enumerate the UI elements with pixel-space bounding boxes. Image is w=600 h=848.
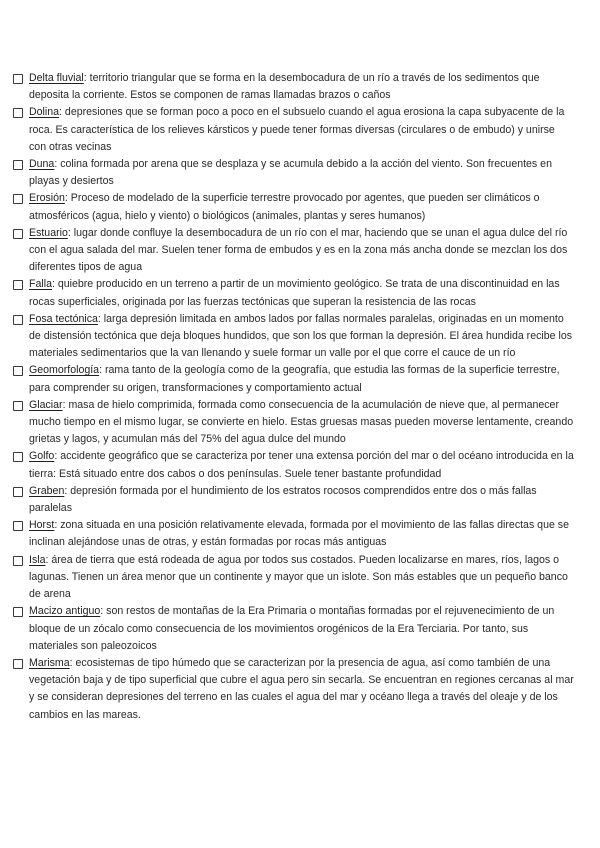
glossary-definition: : quiebre producido en un terreno a partir de un movimiento geológico. Se trata de una discontinuidad en las rocas superficiales, originada por las fuerzas tectónicas que superan la resistencia de las rocas	[29, 278, 560, 308]
glossary-definition: : son restos de montañas de la Era Primaria o montañas formadas por el rejuvenecimiento de un bloque de un zócalo como consecuencia de los movimientos orogénicos de la Era Terciaria. Por tanto, sus materiales son paleozoicos	[29, 605, 555, 652]
checkbox[interactable]	[13, 521, 23, 531]
glossary-entry	[12, 190, 574, 224]
glossary-entry	[12, 311, 574, 363]
checkbox[interactable]	[13, 315, 23, 325]
glossary-term: Fosa tectónica	[29, 312, 98, 325]
checkbox[interactable]	[13, 659, 23, 669]
glossary-entry	[12, 104, 574, 156]
glossary-term: Falla	[29, 278, 52, 291]
glossary-definition: : masa de hielo comprimida, formada como consecuencia de la acumulación de nieve que, al permanecer mucho tiempo en el mismo lugar, se convierte en hielo. Estas gruesas masas pueden moverse lentamente, creando grietas y lagos, y acumulan más del 75% del agua dulce del mundo	[29, 398, 574, 446]
glossary-entry	[12, 483, 574, 517]
checkbox[interactable]	[13, 607, 23, 617]
glossary-term: Golfo	[29, 450, 55, 463]
glossary-entry	[12, 276, 574, 310]
checkbox[interactable]	[13, 556, 23, 566]
glossary-term: Duna	[29, 158, 55, 171]
glossary-entry	[12, 448, 574, 482]
checkbox[interactable]	[13, 229, 23, 239]
glossary-term: Erosión	[29, 192, 65, 205]
glossary-definition: : colina formada por arena que se desplaza y se acumula debido a la acción del viento. Son frecuentes en playas y desiertos	[29, 158, 552, 188]
glossary-definition: : depresiones que se forman poco a poco en el subsuelo cuando el agua erosiona la capa subyacente de la roca. Es característica de los relieves kársticos y puede tener formas diversas (circulares o de embudo) y unirse con otras vecinas	[29, 106, 565, 153]
glossary-entry	[12, 603, 574, 655]
checkbox[interactable]	[13, 401, 23, 411]
glossary-term: Glaciar	[29, 398, 63, 411]
checkbox[interactable]	[13, 366, 23, 376]
glossary-entry	[12, 362, 574, 396]
glossary-definition: : larga depresión limitada en ambos lados por fallas normales paralelas, originadas en un momento de distensión tectónica que deja bloques hundidos, que son los que forman la depresión. El área hundida recibe los materiales sedimentarios que la van llenando y suele formar un valle por el que corre el cauce de un río	[29, 312, 573, 360]
glossary-term: Isla	[29, 553, 46, 566]
checkbox[interactable]	[13, 487, 23, 497]
glossary-term: Dolina	[29, 106, 60, 119]
glossary-entry	[12, 156, 574, 190]
glossary-entry	[12, 552, 574, 604]
checkbox[interactable]	[13, 108, 23, 118]
glossary-definition: : depresión formada por el hundimiento de los estratos rocosos comprendidos entre dos o más fallas paralelas	[29, 484, 537, 515]
glossary-term: Graben	[29, 484, 65, 497]
glossary-entry	[12, 225, 574, 277]
glossary-definition: : rama tanto de la geología como de la geografía, que estudia las formas de la superficie terrestre, para comprender su origen, transformaciones y comportamiento actual	[29, 364, 560, 394]
glossary-term: Marisma	[29, 656, 70, 669]
glossary-definition: : zona situada en una posición relativamente elevada, formada por el movimiento de las fallas directas que se inclinan alejándose unas de otras, y están formadas por rocas más antiguas	[29, 519, 569, 549]
glossary-entry	[12, 517, 574, 551]
checkbox[interactable]	[13, 280, 23, 290]
glossary-entry	[12, 655, 574, 724]
glossary-definition: : ecosistemas de tipo húmedo que se caracterizan por la presencia de agua, así como también de una vegetación baja y de tipo superficial que cubre el agua pero sin secarla. Se encuentran en regiones cercanas al mar y se consideran depresiones del terreno en las cuales el agua del mar y océano llega a través del oleaje y de los cambios en las mareas.	[29, 656, 574, 721]
checkbox[interactable]	[13, 74, 23, 84]
checkbox[interactable]	[13, 160, 23, 170]
glossary-entry	[12, 70, 574, 104]
glossary-term: Estuario	[29, 226, 68, 239]
glossary-term: Macizo antiguo	[29, 605, 101, 618]
glossary-definition: : accidente geográfico que se caracteriza por tener una extensa porción del mar o del océano introducida en la tierra: Está situado entre dos cabos o dos penínsulas. Suele tener bastante profundidad	[29, 450, 574, 480]
glossary-term: Delta fluvial	[29, 72, 84, 84]
glossary-definition: : lugar donde confluye la desembocadura de un río con el mar, haciendo que se unan el agua dulce del río con el agua salada del mar. Suelen tener forma de embudos y es en la zona más ancha donde se mezclan los dos diferentes tipos de agua	[29, 226, 568, 274]
glossary-definition: : área de tierra que está rodeada de agua por todos sus costados. Pueden localizarse en mares, ríos, lagos o lagunas. Tienen un área menor que un continente y mayor que un islote. Son más estables que un pequeño banco de arena	[29, 553, 568, 601]
glossary-term: Horst	[29, 519, 55, 532]
glossary-term: Geomorfología	[29, 364, 100, 377]
glossary-definition: : Proceso de modelado de la superficie terrestre provocado por agentes, que pueden ser climáticos o atmosféricos (agua, hielo y viento) o biológicos (animales, plantas y seres humanos)	[29, 192, 540, 222]
checkbox[interactable]	[13, 452, 23, 462]
glossary-definition: : territorio triangular que se forma en la desembocadura de un río a través de los sedimentos que deposita la corriente. Estos se componen de ramas llamadas brazos o caños	[29, 72, 540, 102]
glossary-list	[12, 70, 574, 724]
glossary-entry	[12, 397, 574, 449]
checkbox[interactable]	[13, 194, 23, 204]
